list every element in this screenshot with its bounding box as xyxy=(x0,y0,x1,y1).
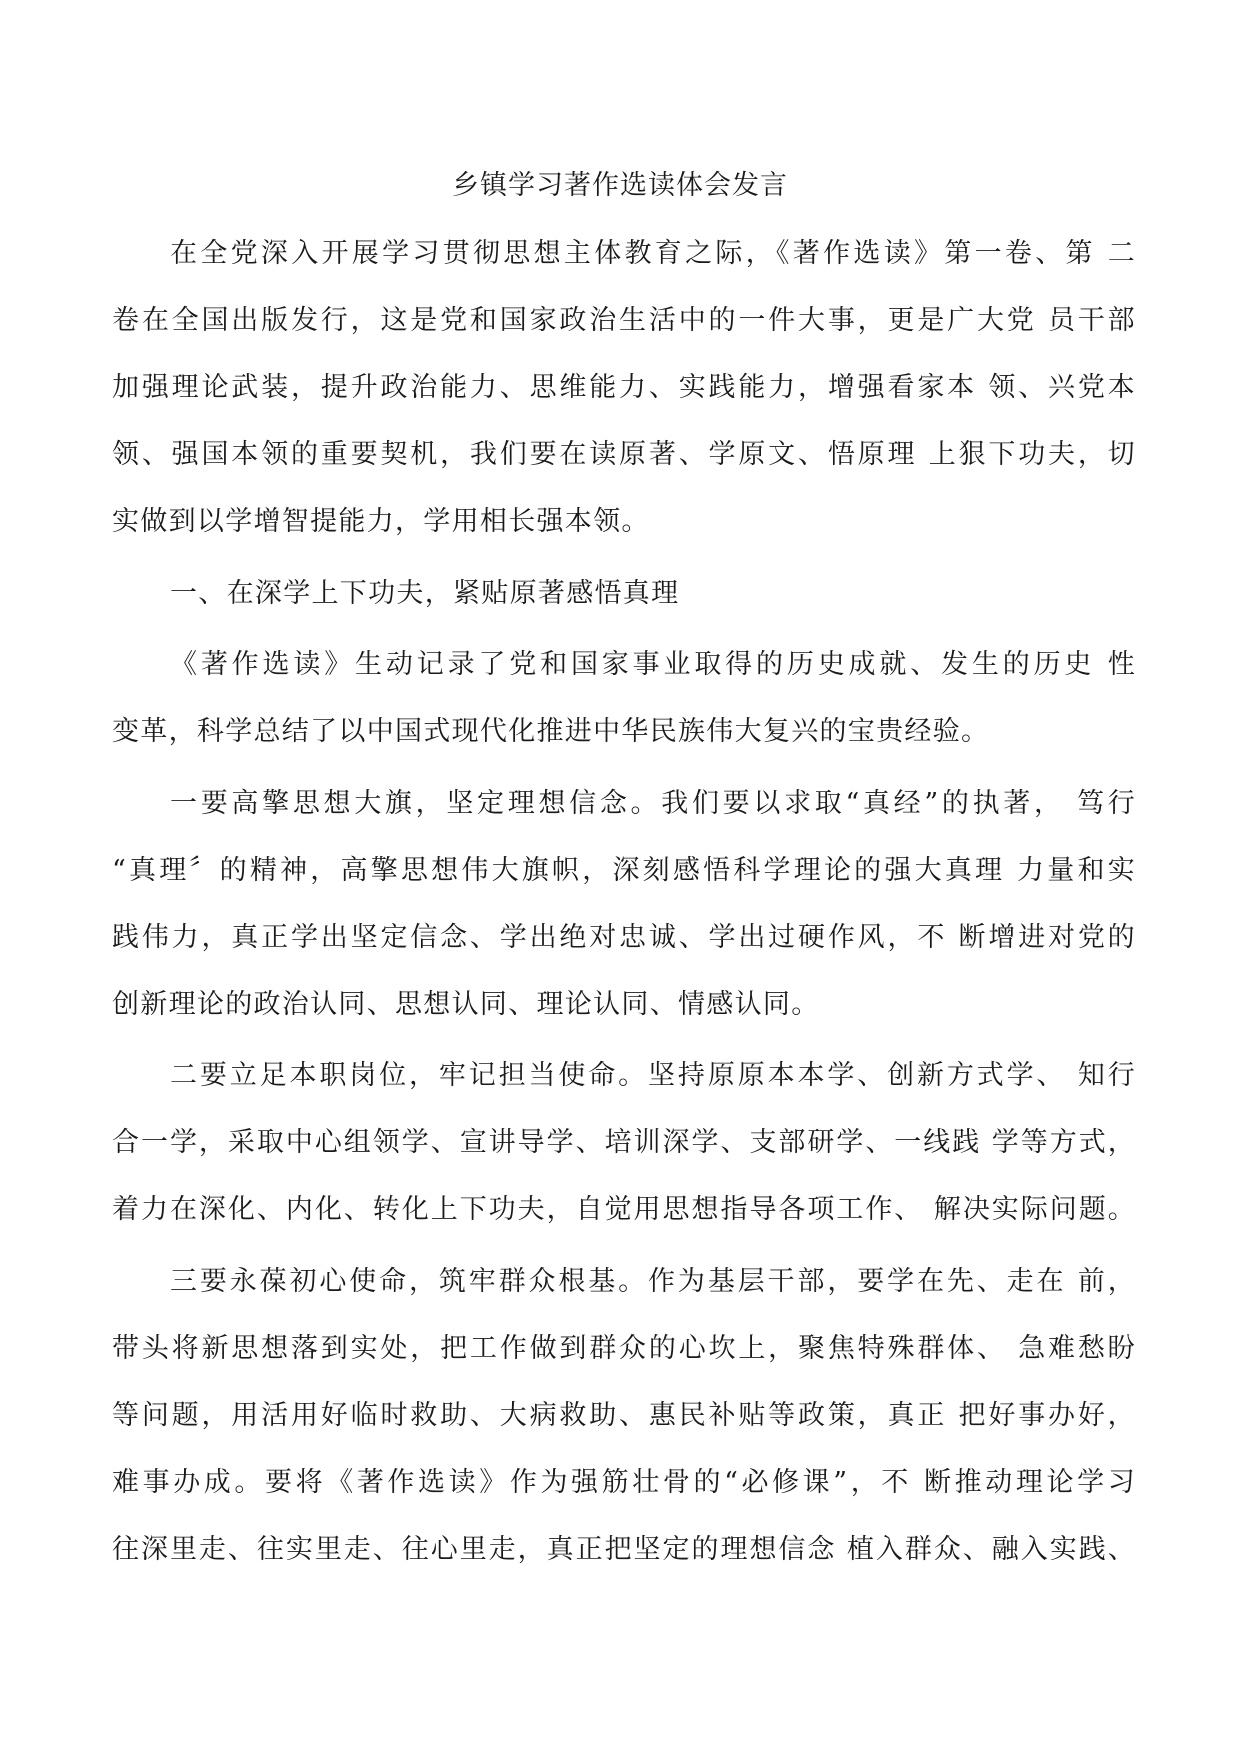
paragraph-line: 带头将新思想落到实处，把工作做到群众的心坎上，聚焦特殊群体、 急难愁盼 xyxy=(112,1333,1136,1364)
paragraph-line: 卷在全国出版发行，这是党和国家政治生活中的一件大事，更是广大党 员干部 xyxy=(112,305,1136,336)
paragraph-line: 实做到以学增智提能力，学用相长强本领。 xyxy=(112,506,650,537)
paragraph-line: 践伟力，真正学出坚定信念、学出绝对忠诚、学出过硬作风，不 断增进对党的 xyxy=(112,922,1136,953)
paragraph-line: 等问题，用活用好临时救助、大病救助、惠民补贴等政策，真正 把好事办好， xyxy=(112,1400,1136,1431)
paragraph-line: 领、强国本领的重要契机，我们要在读原著、学原文、悟原理 上狠下功夫，切 xyxy=(112,439,1136,470)
paragraph-line: 合一学，采取中心组领学、宣讲导学、培训深学、支部研学、一线践 学等方式， xyxy=(112,1127,1136,1158)
paragraph-line: 往深里走、往实里走、往心里走，真正把坚定的理想信念 植入群众、融入实践、 xyxy=(112,1534,1136,1565)
paragraph-line: 在全党深入开展学习贯彻思想主体教育之际，《著作选读》第一卷、第 二 xyxy=(170,238,1136,269)
paragraph-line: 一要高擎思想大旗，坚定理想信念。我们要以求取“真经”的执著， 笃行 xyxy=(170,788,1136,819)
paragraph-line: 三要永葆初心使命，筑牢群众根基。作为基层干部，要学在先、走在 前， xyxy=(170,1266,1136,1297)
paragraph-line: 着力在深化、内化、转化上下功夫，自觉用思想指导各项工作、 解决实际问题。 xyxy=(112,1194,1136,1225)
paragraph-line: 变革，科学总结了以中国式现代化推进中华民族伟大复兴的宝贵经验。 xyxy=(112,716,990,747)
document-title: 乡镇学习著作选读体会发言 xyxy=(452,170,788,201)
paragraph-line: 《著作选读》生动记录了党和国家事业取得的历史成就、发生的历史 性 xyxy=(170,649,1136,680)
section-heading: 一、在深学上下功夫，紧贴原著感悟真理 xyxy=(170,578,680,609)
paragraph-line: “真理〞的精神，高擎思想伟大旗帜，深刻感悟科学理论的强大真理 力量和实 xyxy=(112,855,1136,886)
paragraph-line: 加强理论武装，提升政治能力、思维能力、实践能力，增强看家本 领、兴党本 xyxy=(112,372,1136,403)
paragraph-line: 难事办成。要将《著作选读》作为强筋壮骨的“必修课”，不 断推动理论学习 xyxy=(112,1467,1136,1498)
paragraph-line: 二要立足本职岗位，牢记担当使命。坚持原原本本学、创新方式学、 知行 xyxy=(170,1060,1136,1091)
paragraph-line: 创新理论的政治认同、思想认同、理论认同、情感认同。 xyxy=(112,989,820,1020)
